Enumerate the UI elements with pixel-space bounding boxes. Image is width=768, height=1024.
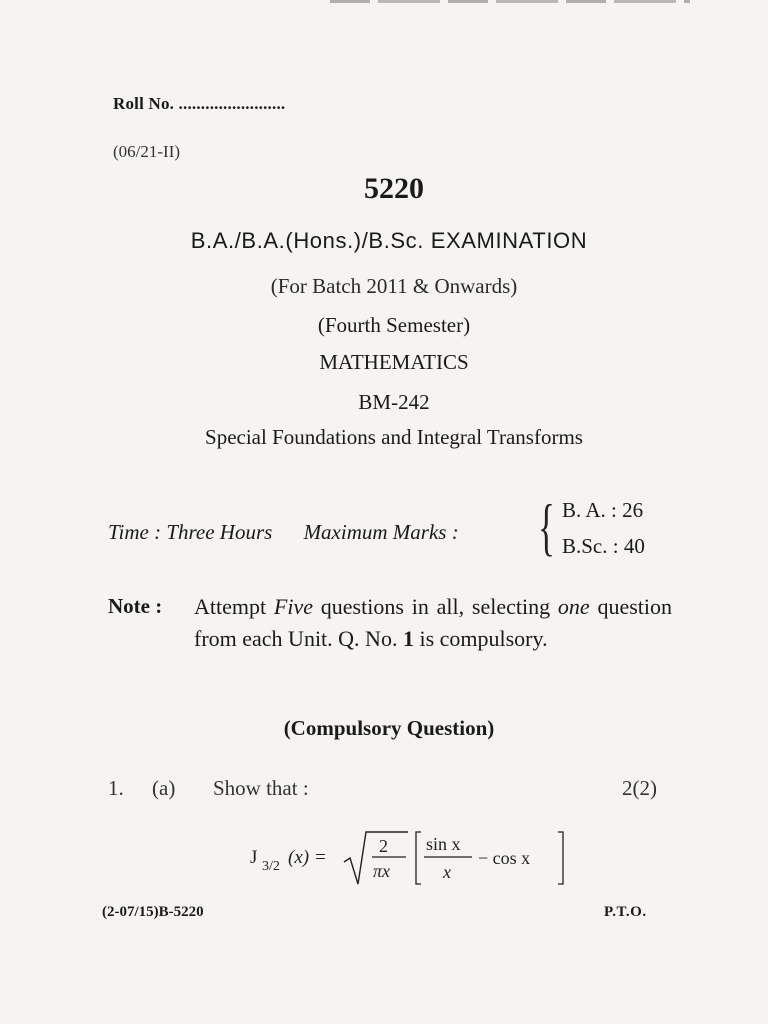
paper-code: (06/21-II) bbox=[113, 142, 181, 161]
time-label: Time : Three Hours bbox=[108, 520, 273, 544]
note-label: Note : bbox=[108, 594, 163, 618]
paper-number: 5220 bbox=[364, 172, 424, 205]
formula-frac-num: sin x bbox=[426, 834, 461, 854]
question-number: 1. bbox=[108, 776, 124, 800]
bessel-formula bbox=[250, 826, 580, 888]
note-text: Attempt Five questions in all, selecting one question from each Unit. Q. No. 1 is compulsory. bbox=[194, 594, 673, 651]
formula-sqrt-num: 2 bbox=[379, 836, 388, 856]
question-part: (a) bbox=[152, 776, 176, 800]
formula-lhs-arg: (x) = bbox=[288, 847, 327, 868]
bsc-marks: B.Sc. : 40 bbox=[562, 534, 645, 558]
scan-top-edge bbox=[330, 0, 690, 3]
question-marks: 2(2) bbox=[622, 776, 657, 800]
footer-code: (2-07/15)B-5220 bbox=[102, 904, 204, 920]
roll-number-line: Roll No. ........................ bbox=[113, 94, 286, 113]
exam-title: B.A./B.A.(Hons.)/B.Sc. EXAMINATION bbox=[190, 228, 588, 253]
formula-lhs-sub: 3/2 bbox=[262, 859, 280, 874]
paper-title: Special Foundations and Integral Transforms bbox=[205, 425, 583, 449]
subject-line: MATHEMATICS bbox=[319, 350, 469, 374]
footer-pto: P.T.O. bbox=[604, 904, 647, 920]
max-marks-label: Maximum Marks : bbox=[303, 520, 459, 544]
formula-sqrt-den: πx bbox=[373, 861, 391, 881]
formula-frac-den: x bbox=[443, 862, 451, 882]
question-instruction: Show that : bbox=[213, 776, 309, 800]
ba-marks: B. A. : 26 bbox=[562, 498, 644, 522]
compulsory-heading: (Compulsory Question) bbox=[283, 716, 495, 740]
formula-lhs-main: J bbox=[250, 847, 258, 868]
course-code: BM-242 bbox=[358, 390, 430, 414]
semester-line: (Fourth Semester) bbox=[317, 313, 471, 337]
time-and-marks-row bbox=[108, 520, 459, 545]
batch-line: (For Batch 2011 & Onwards) bbox=[270, 274, 518, 298]
formula-minus-term: − cos x bbox=[478, 848, 531, 868]
marks-brace: { bbox=[538, 491, 555, 562]
